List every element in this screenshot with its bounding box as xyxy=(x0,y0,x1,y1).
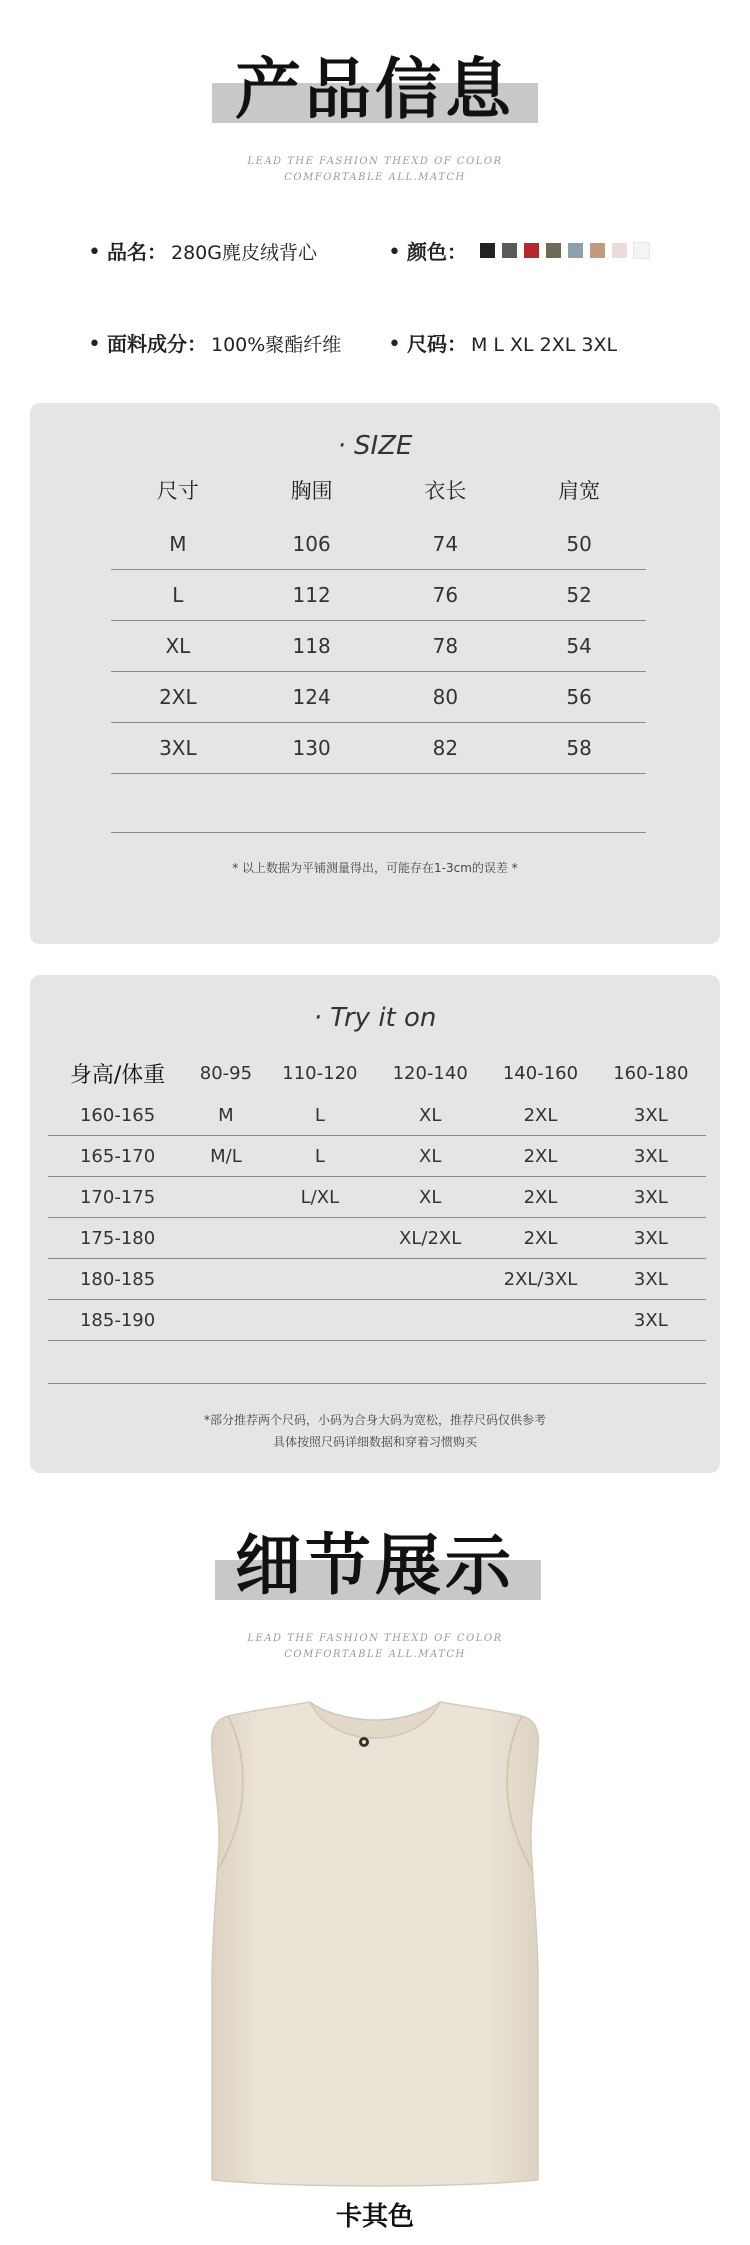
fit-table-header: 身高/体重 xyxy=(69,1062,166,1088)
fit-table-cell xyxy=(375,1341,485,1384)
color-swatch[interactable] xyxy=(612,243,627,258)
fit-note-line-2: 具体按照尺码详细数据和穿着习惯购买 xyxy=(272,1435,477,1449)
color-swatch[interactable] xyxy=(546,243,561,258)
size-table-cell: XL xyxy=(111,621,245,672)
size-chart-card xyxy=(30,403,720,944)
detail-slogan-line-2: COMFORTABLE ALL.MATCH xyxy=(284,1649,466,1660)
fit-table-row xyxy=(48,1259,706,1300)
size-table-cell: 78 xyxy=(379,621,513,672)
fit-table-cell: XL xyxy=(375,1095,485,1136)
fabric-label: 面料成分： xyxy=(106,332,207,356)
fit-table-cell xyxy=(265,1341,375,1384)
fit-table-row xyxy=(48,1136,706,1177)
fit-table-cell: L/XL xyxy=(265,1177,375,1218)
size-table-cell xyxy=(245,774,379,833)
fit-note-line-1: *部分推荐两个尺码，小码为合身大码为宽松，推荐尺码仅供参考 xyxy=(203,1413,546,1427)
fit-table-cell xyxy=(485,1341,595,1384)
size-table-cell: 76 xyxy=(379,570,513,621)
size-table-cell: 50 xyxy=(512,519,646,570)
size-table-header: 胸围 xyxy=(290,479,333,503)
fit-table-cell: M/L xyxy=(187,1136,265,1177)
slogan-line-1: LEAD THE FASHION THEXD OF COLOR xyxy=(247,156,503,167)
fit-table-header: 160-180 xyxy=(613,1062,689,1084)
fit-table-cell: 2XL xyxy=(485,1177,595,1218)
size-value: M L XL 2XL 3XL xyxy=(470,334,618,356)
bullet: • xyxy=(388,240,401,265)
fit-table-cell xyxy=(187,1300,265,1341)
product-name-label: 品名： xyxy=(106,240,167,264)
fit-table-cell xyxy=(265,1218,375,1259)
fit-table-cell: 2XL/3XL xyxy=(485,1259,595,1300)
size-table-cell: 112 xyxy=(245,570,379,621)
fit-table-row xyxy=(48,1177,706,1218)
fit-table-cell: 160-165 xyxy=(48,1095,187,1136)
size-table-cell: 56 xyxy=(512,672,646,723)
fit-table-cell: M xyxy=(187,1095,265,1136)
size-table-cell: 130 xyxy=(245,723,379,774)
fit-table-cell xyxy=(375,1259,485,1300)
try-it-on-card xyxy=(30,975,720,1473)
fabric-value: 100%聚酯纤维 xyxy=(210,334,342,356)
size-table-row xyxy=(111,774,646,833)
fit-table-cell: 180-185 xyxy=(48,1259,187,1300)
size-table-header: 尺寸 xyxy=(156,479,199,503)
size-table-cell: 118 xyxy=(245,621,379,672)
fit-table-cell xyxy=(187,1218,265,1259)
fit-table-cell: 185-190 xyxy=(48,1300,187,1341)
try-it-on-title: · Try it on xyxy=(313,1003,437,1033)
color-swatches xyxy=(480,243,649,258)
size-table-cell: 3XL xyxy=(111,723,245,774)
fit-table-cell: 2XL xyxy=(485,1095,595,1136)
measurement-note: * 以上数据为平铺测量得出，可能存在1-3cm的误差 * xyxy=(232,861,518,875)
size-table-cell: 82 xyxy=(379,723,513,774)
fit-table-header: 120-140 xyxy=(392,1062,468,1084)
fit-table-header: 140-160 xyxy=(502,1062,579,1084)
size-table-row xyxy=(111,519,646,570)
fit-table-cell xyxy=(48,1341,187,1384)
slogan-line-2: COMFORTABLE ALL.MATCH xyxy=(284,172,466,183)
fit-table-cell xyxy=(375,1300,485,1341)
fit-table-cell: XL xyxy=(375,1136,485,1177)
color-swatch[interactable] xyxy=(502,243,517,258)
fit-table-cell: 3XL xyxy=(596,1259,706,1300)
fabric-row xyxy=(88,328,341,357)
size-table-row xyxy=(111,723,646,774)
bullet: • xyxy=(88,332,101,357)
fit-table xyxy=(48,1051,706,1384)
fit-table-cell: 2XL xyxy=(485,1136,595,1177)
size-table-cell: L xyxy=(111,570,245,621)
size-row xyxy=(388,328,617,357)
color-swatch[interactable] xyxy=(590,243,605,258)
color-row xyxy=(388,236,467,265)
detail-slogan-line-1: LEAD THE FASHION THEXD OF COLOR xyxy=(247,1633,503,1644)
fit-table-cell xyxy=(187,1341,265,1384)
sleeveless-vest-image xyxy=(0,1680,750,2200)
size-table-cell: 58 xyxy=(512,723,646,774)
fit-table-cell xyxy=(596,1341,706,1384)
fit-table-cell xyxy=(485,1300,595,1341)
size-table-cell: 106 xyxy=(245,519,379,570)
color-caption: 卡其色 xyxy=(335,2202,414,2232)
bullet: • xyxy=(388,332,401,357)
fit-table-row xyxy=(48,1095,706,1136)
detail-title: 细节展示 xyxy=(235,1527,515,1604)
size-chart-title: · SIZE xyxy=(337,431,413,461)
size-table-cell: 124 xyxy=(245,672,379,723)
color-swatch[interactable] xyxy=(524,243,539,258)
fit-table-header: 80-95 xyxy=(199,1062,253,1084)
fit-table-cell: 175-180 xyxy=(48,1218,187,1259)
size-table-cell xyxy=(379,774,513,833)
fit-table-row xyxy=(48,1300,706,1341)
color-swatch[interactable] xyxy=(480,243,495,258)
fit-table-cell: 3XL xyxy=(596,1177,706,1218)
fit-table-cell: XL/2XL xyxy=(375,1218,485,1259)
fit-table-cell: 3XL xyxy=(596,1300,706,1341)
color-label: 颜色： xyxy=(406,240,467,264)
size-table-row xyxy=(111,621,646,672)
size-table-cell xyxy=(512,774,646,833)
fit-table-cell: 3XL xyxy=(596,1136,706,1177)
size-table-row xyxy=(111,672,646,723)
size-table-header: 肩宽 xyxy=(558,479,601,503)
fit-table-cell: XL xyxy=(375,1177,485,1218)
size-label: 尺码： xyxy=(406,332,467,356)
bullet: • xyxy=(88,240,101,265)
product-name-value: 280G麂皮绒背心 xyxy=(170,242,317,264)
size-table-header: 衣长 xyxy=(424,479,467,503)
fit-table-cell xyxy=(187,1177,265,1218)
fit-table-cell: 3XL xyxy=(596,1218,706,1259)
size-table xyxy=(111,461,646,833)
fit-table-row xyxy=(48,1218,706,1259)
size-table-cell: 74 xyxy=(379,519,513,570)
vest-body xyxy=(212,1702,539,2186)
size-table-cell: 2XL xyxy=(111,672,245,723)
fit-table-cell xyxy=(265,1259,375,1300)
page-title: 产品信息 xyxy=(235,51,515,128)
product-name-row xyxy=(88,236,317,265)
fit-table-header: 110-120 xyxy=(282,1062,358,1084)
size-table-cell xyxy=(111,774,245,833)
fit-table-cell xyxy=(265,1300,375,1341)
size-table-cell: 80 xyxy=(379,672,513,723)
fit-table-cell xyxy=(187,1259,265,1300)
fit-table-cell: 3XL xyxy=(596,1095,706,1136)
fit-table-cell: L xyxy=(265,1136,375,1177)
fit-table-cell: 170-175 xyxy=(48,1177,187,1218)
fit-table-cell: 165-170 xyxy=(48,1136,187,1177)
fit-table-cell: L xyxy=(265,1095,375,1136)
fit-table-row xyxy=(48,1341,706,1384)
color-swatch[interactable] xyxy=(634,243,649,258)
size-table-cell: 52 xyxy=(512,570,646,621)
fit-table-cell: 2XL xyxy=(485,1218,595,1259)
size-table-cell: M xyxy=(111,519,245,570)
color-swatch[interactable] xyxy=(568,243,583,258)
size-table-cell: 54 xyxy=(512,621,646,672)
size-table-row xyxy=(111,570,646,621)
